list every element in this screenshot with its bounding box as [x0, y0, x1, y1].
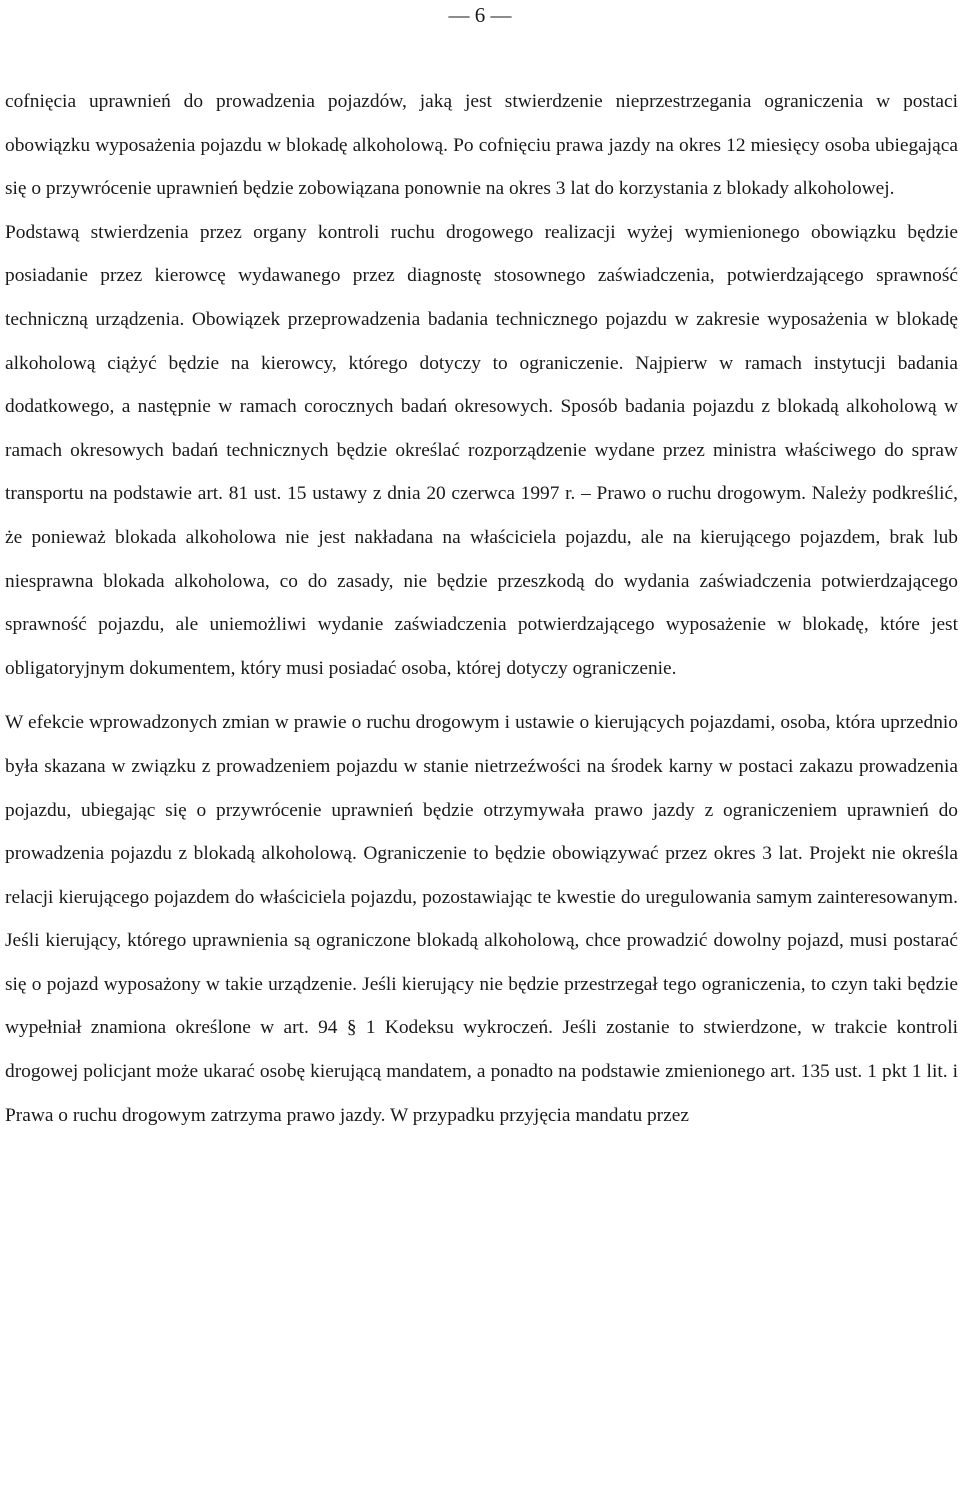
paragraph-2: Podstawą stwierdzenia przez organy kontroli ruchu drogowego realizacji wyżej wymienionego obowiązku będzie posiadanie przez kierowcę wydawanego przez diagnostę stosownego zaświadczenia, potwierdzającego sprawność techniczną urządzenia. Obowiązek przeprowadzenia badania technicznego pojazdu w zakresie wyposażenia w blokadę alkoholową ciążyć będzie na kierowcy, którego dotyczy to ograniczenie. Najpierw w ramach instytucji badania dodatkowego, a następnie w ramach corocznych badań okresowych. Sposób badania pojazdu z blokadą alkoholową w ramach okresowych badań technicznych będzie określać rozporządzenie wydane przez ministra właściwego do spraw transportu na podstawie art. 81 ust. 15 ustawy z dnia 20 czerwca 1997 r. – Prawo o ruchu drogowym. Należy podkreślić, że ponieważ blokada alkoholowa nie jest nakładana na właściciela pojazdu, ale na kierującego pojazdem, brak lub niesprawna blokada alkoholowa, co do zasady, nie będzie przeszkodą do wydania zaświadczenia potwierdzającego sprawność pojazdu, ale uniemożliwi wydanie zaświadczenia potwierdzającego wyposażenie w blokadę, które jest obligatoryjnym dokumentem, który musi posiadać osoba, której dotyczy ograniczenie. [5, 221, 958, 679]
paragraph-3: W efekcie wprowadzonych zmian w prawie o ruchu drogowym i ustawie o kierujących pojazdami, osoba, która uprzednio była skazana w związku z prowadzeniem pojazdu w stanie nietrzeźwości na środek karny w postaci zakazu prowadzenia pojazdu, ubiegając się o przywrócenie uprawnień będzie otrzymywała prawo jazdy z ograniczeniem uprawnień do prowadzenia pojazdu z blokadą alkoholową. Ograniczenie to będzie obowiązywać przez okres 3 lat. Projekt nie określa relacji kierującego pojazdem do właściciela pojazdu, pozostawiając te kwestie do uregulowania samym zainteresowanym. Jeśli kierujący, którego uprawnienia są ograniczone blokadą alkoholową, chce prowadzić dowolny pojazd, musi postarać się o pojazd wyposażony w takie urządzenie. Jeśli kierujący nie będzie przestrzegał tego ograniczenia, to czyn taki będzie wypełniał znamiona określone w art. 94 § 1 Kodeksu wykroczeń. Jeśli zostanie to stwierdzone, w trakcie kontroli drogowej policjant może ukarać osobę kierującą mandatem, a ponadto na podstawie zmienionego art. 135 ust. 1 pkt 1 lit. i Prawa o ruchu drogowym zatrzyma prawo jazdy. W przypadku przyjęcia mandatu przez [5, 712, 958, 1126]
page-number: — 6 — [448, 3, 512, 27]
paragraph-1: cofnięcia uprawnień do prowadzenia pojazdów, jaką jest stwierdzenie nieprzestrzegania ograniczenia w postaci obowiązku wyposażenia pojazdu w blokadę alkoholową. Po cofnięciu prawa jazdy na okres 12 miesięcy osoba ubiegająca się o przywrócenie uprawnień będzie zobowiązana ponownie na okres 3 lat do korzystania z blokady alkoholowej. [5, 91, 958, 200]
document-body [5, 80, 958, 1137]
